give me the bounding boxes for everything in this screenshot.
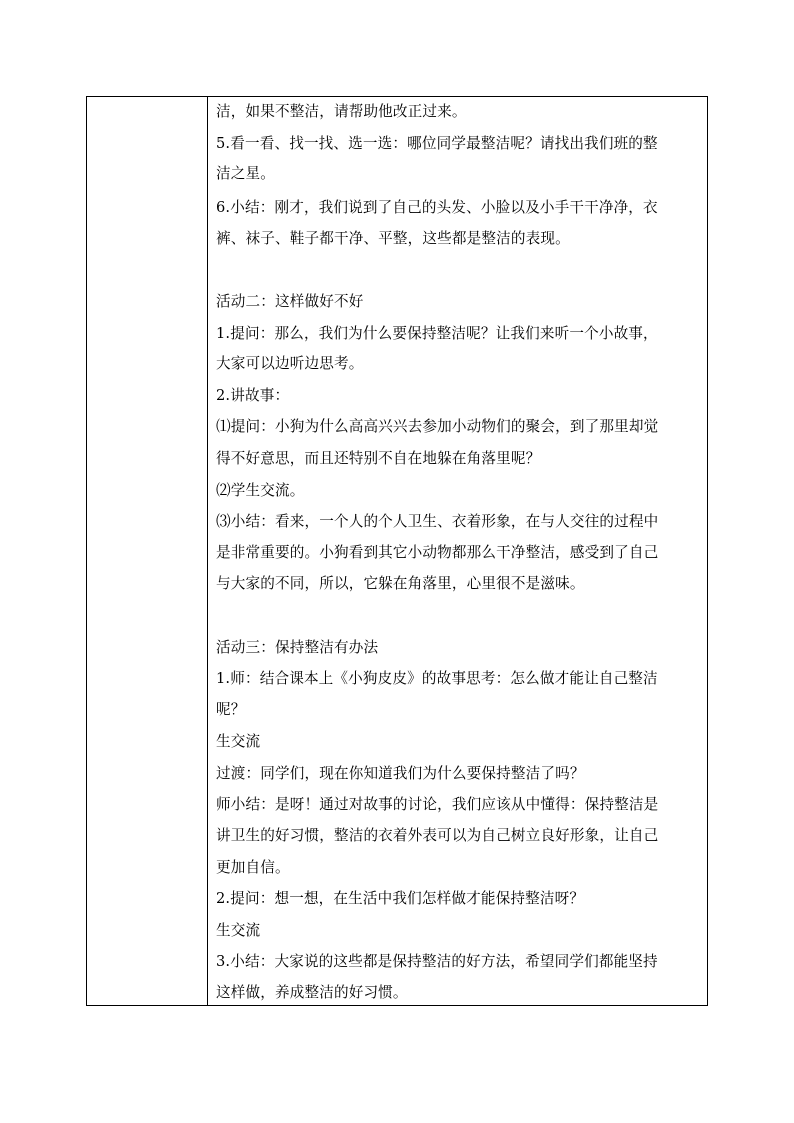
text-line: 是非常重要的。小狗看到其它小动物都那么干净整洁，感受到了自己 bbox=[216, 544, 659, 561]
text-line: 3.小结：大家说的这些都是保持整洁的好方法，希望同学们都能坚持 bbox=[216, 953, 658, 970]
lesson-table bbox=[86, 96, 708, 1006]
section-heading: 活动二：这样做好不好 bbox=[216, 293, 364, 310]
text-line: ⑴提问：小狗为什么高高兴兴去参加小动物们的聚会，到了那里却觉 bbox=[216, 418, 659, 435]
text-line: 这样做，养成整洁的好习惯。 bbox=[216, 984, 408, 1001]
text-line: 更加自信。 bbox=[216, 859, 290, 876]
text-line: 2.讲故事： bbox=[216, 387, 290, 404]
text-line: 1.提问：那么，我们为什么要保持整洁呢？让我们来听一个小故事， bbox=[216, 325, 658, 342]
text-line: 师小结：是呀！通过对故事的讨论，我们应该从中懂得：保持整洁是 bbox=[216, 796, 659, 813]
text-line: 与大家的不同，所以，它躲在角落里，心里很不是滋味。 bbox=[216, 575, 585, 592]
text-line: ⑶小结：看来，一个人的个人卫生、衣着形象，在与人交往的过程中 bbox=[216, 513, 659, 530]
text-line: 洁之星。 bbox=[216, 165, 275, 182]
text-line: ⑵学生交流。 bbox=[216, 482, 305, 499]
text-line: 讲卫生的好习惯，整洁的衣着外表可以为自己树立良好形象，让自己 bbox=[216, 827, 659, 844]
text-line: 裤、袜子、鞋子都干净、平整，这些都是整洁的表现。 bbox=[216, 230, 570, 247]
section-heading: 活动三：保持整洁有办法 bbox=[216, 639, 379, 656]
text-line: 过渡：同学们，现在你知道我们为什么要保持整洁了吗？ bbox=[216, 765, 585, 782]
text-line: 洁，如果不整洁，请帮助他改正过来。 bbox=[216, 103, 467, 120]
text-line: 大家可以边听边思考。 bbox=[216, 355, 364, 372]
text-line: 得不好意思，而且还特别不自在地躲在角落里呢？ bbox=[216, 450, 541, 467]
text-line: 1.师：结合课本上《小狗皮皮》的故事思考：怎么做才能让自己整洁 bbox=[216, 670, 658, 687]
text-line: 生交流 bbox=[216, 733, 261, 750]
table-right-cell bbox=[208, 97, 707, 1005]
text-line: 6.小结：刚才，我们说到了自己的头发、小脸以及小手干干净净，衣 bbox=[216, 199, 658, 216]
text-line: 5.看一看、找一找、选一选：哪位同学最整洁呢？请找出我们班的整 bbox=[216, 135, 658, 152]
text-line: 2.提问：想一想，在生活中我们怎样做才能保持整洁呀？ bbox=[216, 890, 585, 907]
text-line: 生交流 bbox=[216, 922, 261, 939]
text-line: 呢？ bbox=[216, 701, 246, 718]
table-left-cell bbox=[87, 97, 208, 1005]
